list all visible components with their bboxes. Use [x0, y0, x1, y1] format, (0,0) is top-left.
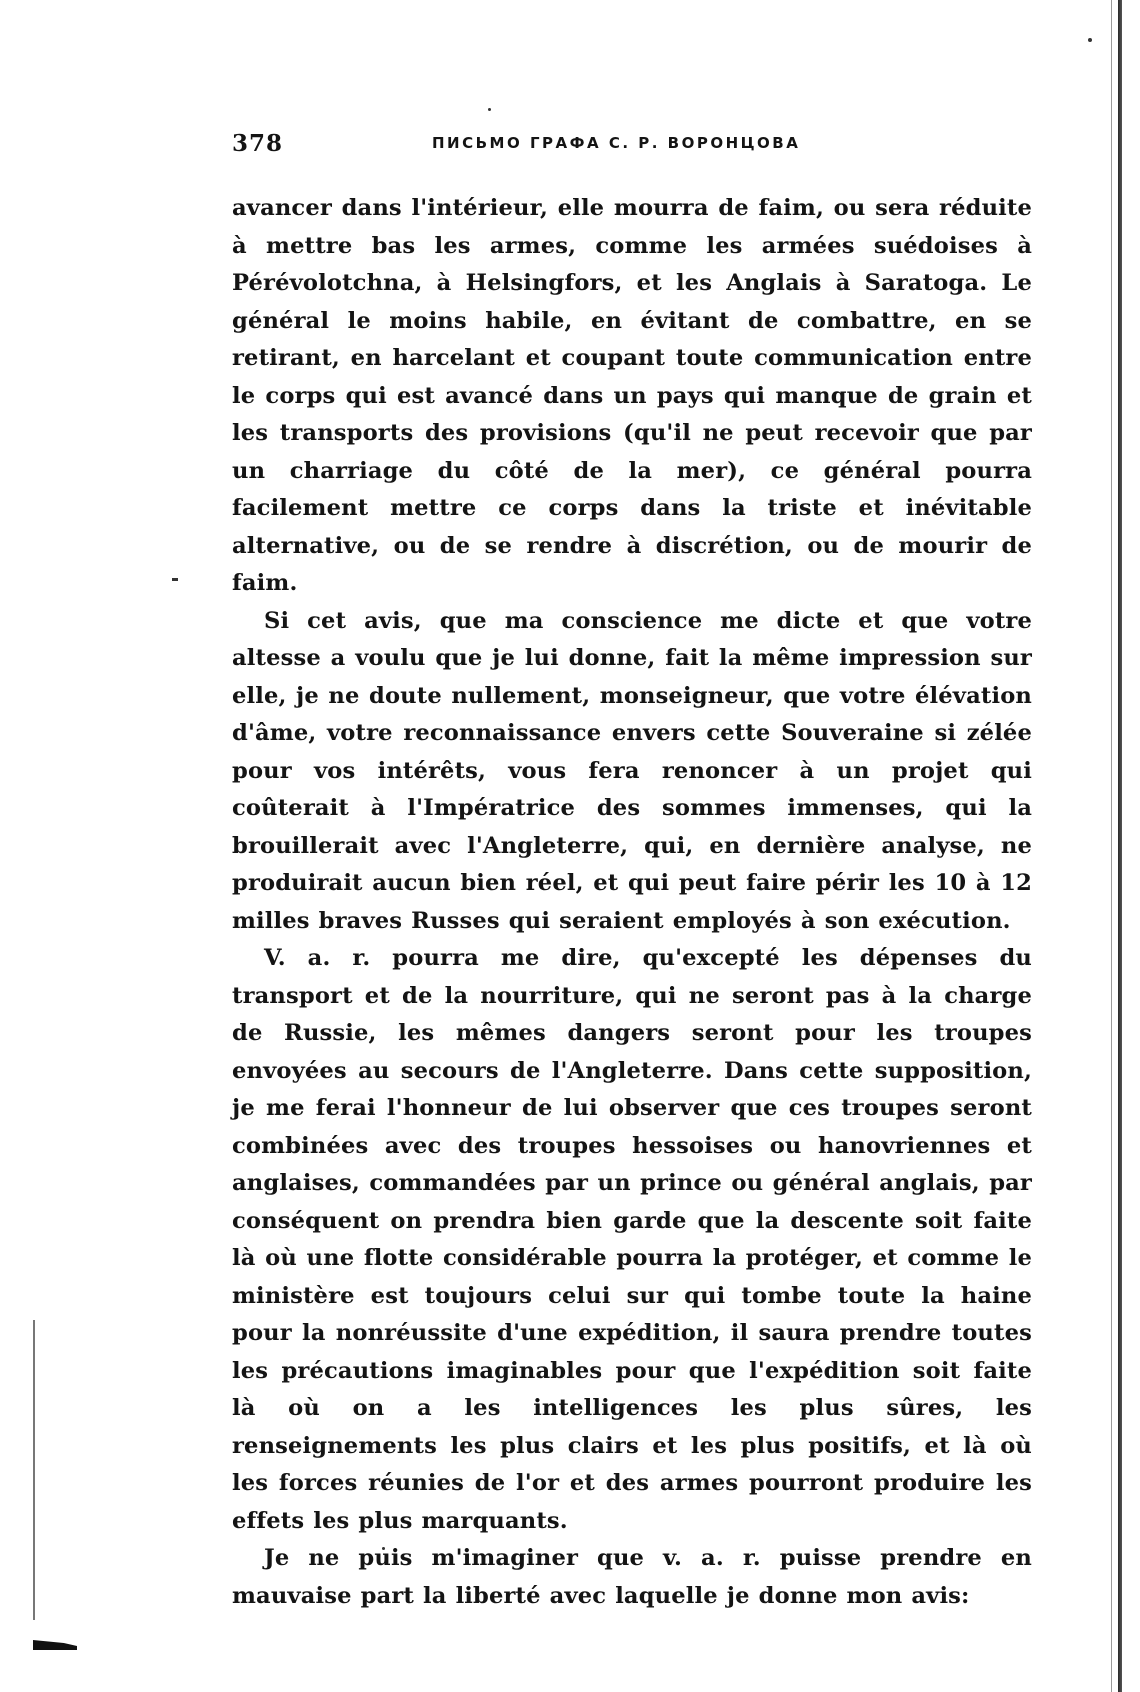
scan-edge-shadow — [1118, 0, 1122, 1692]
scan-corner-mark — [33, 1640, 77, 1650]
page-number: 378 — [232, 130, 284, 157]
paragraph-3: V. a. r. pourra me dire, qu'excepté les dépenses du transport et de la nourriture, qui ne seront pas à la charge de Russie, les mêmes dangers seront pour les troupes envoyées au secours de l'Angleterre. Dans cette supposition, je me ferai l'honneur de lui observer que ces troupes seront combinées avec des troupes hessoises ou hanovriennes et anglaises, commandées par un prince ou général anglais, par conséquent on prendra bien garde que la descente soit faite là où une flotte considérable pourra la protéger, et comme le ministère est toujours celui sur qui tombe toute la haine pour la nonréussite d'une expédition, il saura prendre toutes les précautions imaginables pour que l'expédition soit faite là où on a les intelligences les plus sûres, les renseignements les plus clairs et les plus positifs, et là où les forces réunies de l'or et des armes pourront produire les effets les plus marquants. — [232, 945, 1032, 1534]
body-text — [232, 190, 1032, 1615]
paragraph-1: avancer dans l'intérieur, elle mourra de faim, ou sera réduite à mettre bas les armes, comme les armées suédoises à Pérévolotchna, à Helsingfors, et les Anglais à Saratoga. Le général le moins habile, en évitant de combattre, en se retirant, en harcelant et coupant toute communication entre le corps qui est avancé dans un pays qui manque de grain et les transports des provisions (qu'il ne peut recevoir que par un charriage du côté de la mer), ce général pourra facilement mettre ce corps dans la triste et inévitable alternative, ou de se rendre à discrétion, ou de mourir de faim. — [232, 195, 1032, 596]
scan-speck — [1088, 38, 1092, 42]
running-title: ПИСЬМО ГРАФА С. Р. ВОРОНЦОВА — [432, 134, 801, 152]
scan-left-edge-line — [33, 1320, 35, 1620]
page-header — [232, 130, 1022, 166]
scan-margin-mark — [172, 578, 178, 581]
paragraph-2: Si cet avis, que ma conscience me dicte et que votre altesse a voulu que je lui donne, fait la même impression sur elle, je ne doute nullement, monseigneur, que votre élévation d'âme, votre reconnaissance envers cette Souveraine si zélée pour vos intérêts, vous fera renoncer à un projet qui coûterait à l'Impératrice des sommes immenses, qui la brouillerait avec l'Angleterre, qui, en dernière analyse, ne produirait aucun bien réel, et qui peut faire périr les 10 à 12 milles braves Russes qui seraient employés à son exécution. — [232, 607, 1032, 934]
scan-edge-line — [1111, 0, 1112, 1692]
paragraph-4: Je ne puis m'imaginer que v. a. r. puisse prendre en mauvaise part la liberté avec laquelle je donne mon avis: — [232, 1545, 1032, 1609]
scan-speck — [488, 108, 491, 111]
